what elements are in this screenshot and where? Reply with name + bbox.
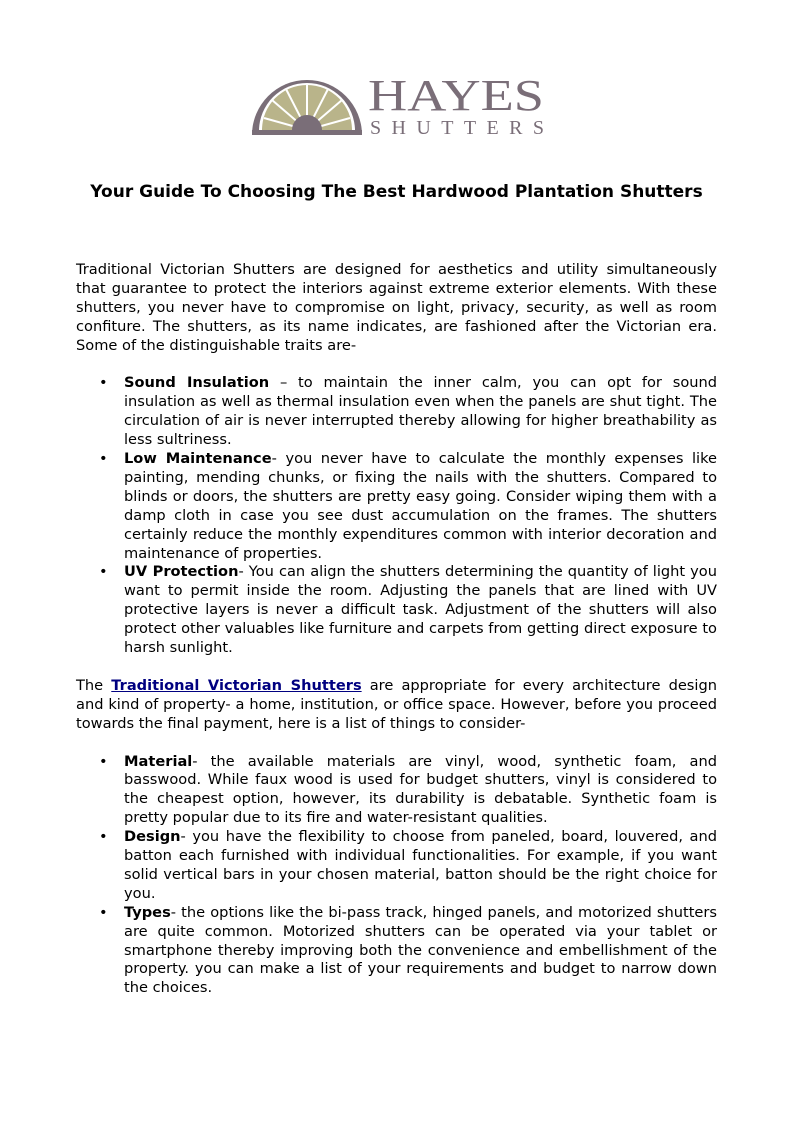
intro-paragraph: Traditional Victorian Shutters are designed for aesthetics and utility simultaneously that guarantee to protect the interiors against extreme exterior elements. With these shutters, you never have to compromise on light, privacy, security, as well as room confiture. The shutters, as its name indicates, are fashioned after the Victorian era. Some of the distinguishable traits are- bbox=[76, 261, 717, 354]
traits-list bbox=[76, 374, 717, 658]
list-item bbox=[99, 903, 717, 999]
document-body bbox=[76, 261, 717, 1017]
item-term: Sound Insulation bbox=[124, 374, 270, 392]
considerations-list bbox=[76, 753, 717, 999]
list-item bbox=[99, 563, 717, 658]
text: are appropriate for every architecture design and kind of property- a home, institution, or office space. However, before you proceed towards the final payment, here is a list of things to consider- bbox=[76, 676, 717, 732]
item-term: Design bbox=[124, 828, 181, 846]
list-item bbox=[99, 374, 718, 450]
item-term: Material bbox=[124, 752, 193, 770]
svg-text:SHUTTERS: SHUTTERS bbox=[370, 117, 544, 138]
list-item bbox=[99, 828, 717, 904]
svg-text:HAYES: HAYES bbox=[368, 72, 544, 120]
text: The bbox=[76, 676, 112, 694]
logo-fan-icon bbox=[250, 72, 550, 138]
item-term: Types bbox=[124, 903, 171, 921]
list-item bbox=[99, 450, 718, 563]
traditional-victorian-shutters-link[interactable]: Traditional Victorian Shutters bbox=[111, 676, 362, 694]
hayes-shutters-logo bbox=[250, 72, 550, 138]
bullet: • bbox=[99, 374, 108, 392]
bullet: • bbox=[99, 828, 108, 846]
item-term: Low Maintenance bbox=[124, 450, 272, 468]
bullet: • bbox=[99, 450, 108, 468]
bullet: • bbox=[99, 903, 108, 921]
item-text: – to maintain the inner calm, you can opt for sound insulation as well as thermal insulation even when the panels are shut tight. The circulation of air is never interrupted thereby allowing for higher breathability as less sultriness. bbox=[124, 374, 718, 449]
bullet: • bbox=[99, 752, 108, 770]
item-text: - you never have to calculate the monthly expenses like painting, mending chunks, or fixing the nails with the shutters. Compared to blinds or doors, the shutters are pretty easy going. Consider wiping them with a damp cloth in case you see dust accumulation on the frames. The shutters certainly reduce the monthly expenditures common with interior decoration and maintenance of properties. bbox=[124, 450, 718, 562]
item-text: - the available materials are vinyl, wood, synthetic foam, and basswood. While faux wood is used for budget shutters, vinyl is considered to the cheapest option, however, its durability is debatable. Synthetic foam is pretty popular due to its fire and water-resistant qualities. bbox=[124, 752, 717, 827]
bullet: • bbox=[99, 563, 108, 581]
page-title: Your Guide To Choosing The Best Hardwood Plantation Shutters bbox=[90, 182, 703, 202]
item-text: - the options like the bi-pass track, hinged panels, and motorized shutters are quite common. Motorized shutters can be operated via your tablet or smartphone thereby improving both the convenience and embellishment of the property. you can make a list of your requirements and budget to narrow down the choices. bbox=[124, 903, 717, 997]
list-item bbox=[99, 752, 717, 829]
second-paragraph bbox=[76, 677, 717, 734]
item-term: UV Protection bbox=[124, 563, 239, 581]
item-text: - You can align the shutters determining the quantity of light you want to permit inside the room. Adjusting the panels that are lined with UV protective layers is never a difficult task. Adjustment of the shutters will also protect other valuables like furniture and carpets from getting direct exposure to harsh sunlight. bbox=[124, 563, 717, 657]
item-text: - you have the flexibility to choose from paneled, board, louvered, and batton each furnished with individual functionalities. For example, if you want solid vertical bars in your chosen material, batton should be the right choice for you. bbox=[124, 828, 717, 902]
